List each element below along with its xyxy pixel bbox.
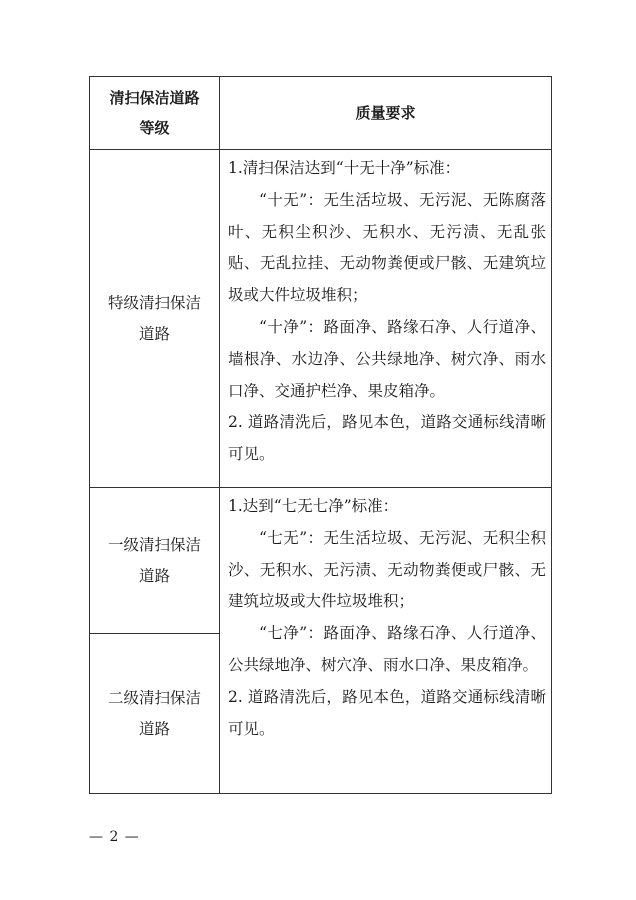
grade-label-line2: 道路 (138, 566, 170, 585)
grade-cell-first (90, 488, 220, 634)
requirement-paragraph: 2. 道路清洗后，路见本色，道路交通标线清晰可见。 (228, 413, 546, 464)
grade-label-line1: 特级清扫保洁 (107, 293, 201, 312)
requirement-paragraph: “十无”：无生活垃圾、无污泥、无陈腐落叶、无积尘积沙、无积水、无污渍、无乱张贴、无乱拉挂、无动物粪便或尸骸、无建筑垃圾或大件垃圾堆积； (228, 190, 546, 305)
table-row-first-grade (90, 488, 552, 634)
header-road-grade (90, 77, 220, 150)
requirement-cell-first-second (220, 488, 552, 794)
requirement-cell-special (220, 150, 552, 488)
grade-label-line1: 一级清扫保洁 (107, 535, 201, 554)
header-road-grade-line2: 等级 (139, 119, 170, 137)
requirement-paragraph: “十净”：路面净、路缘石净、人行道净、墙根净、水边净、公共绿地净、树穴净、雨水口净、交通护栏净、果皮箱净。 (228, 317, 546, 400)
requirement-paragraph: 1.清扫保洁达到“十无十净”标准： (228, 159, 461, 177)
table-header-row (90, 77, 552, 150)
grade-label-line2: 道路 (138, 719, 170, 738)
page-number: — 2 — (89, 829, 140, 845)
grade-cell-second (90, 634, 220, 794)
header-quality-requirement: 质量要求 (220, 77, 552, 150)
requirement-paragraph: “七净”：路面净、路缘石净、人行道净、公共绿地净、树穴净、雨水口净、果皮箱净。 (228, 624, 546, 674)
requirement-paragraph: 1.达到“七无七净”标准： (228, 497, 399, 515)
requirement-paragraph: 2. 道路清洗后，路见本色，道路交通标线清晰可见。 (228, 687, 546, 738)
grade-label-line1: 二级清扫保洁 (107, 688, 201, 707)
road-cleaning-quality-table (89, 76, 552, 794)
requirement-paragraph: “七无”：无生活垃圾、无污泥、无积尘积沙、无积水、无污渍、无动物粪便或尸骸、无建筑垃圾或大件垃圾堆积； (228, 528, 546, 611)
grade-label-line2: 道路 (138, 324, 170, 343)
header-road-grade-line1: 清扫保洁道路 (109, 89, 200, 107)
grade-cell-special (90, 150, 220, 488)
table-row-special-grade (90, 150, 552, 488)
